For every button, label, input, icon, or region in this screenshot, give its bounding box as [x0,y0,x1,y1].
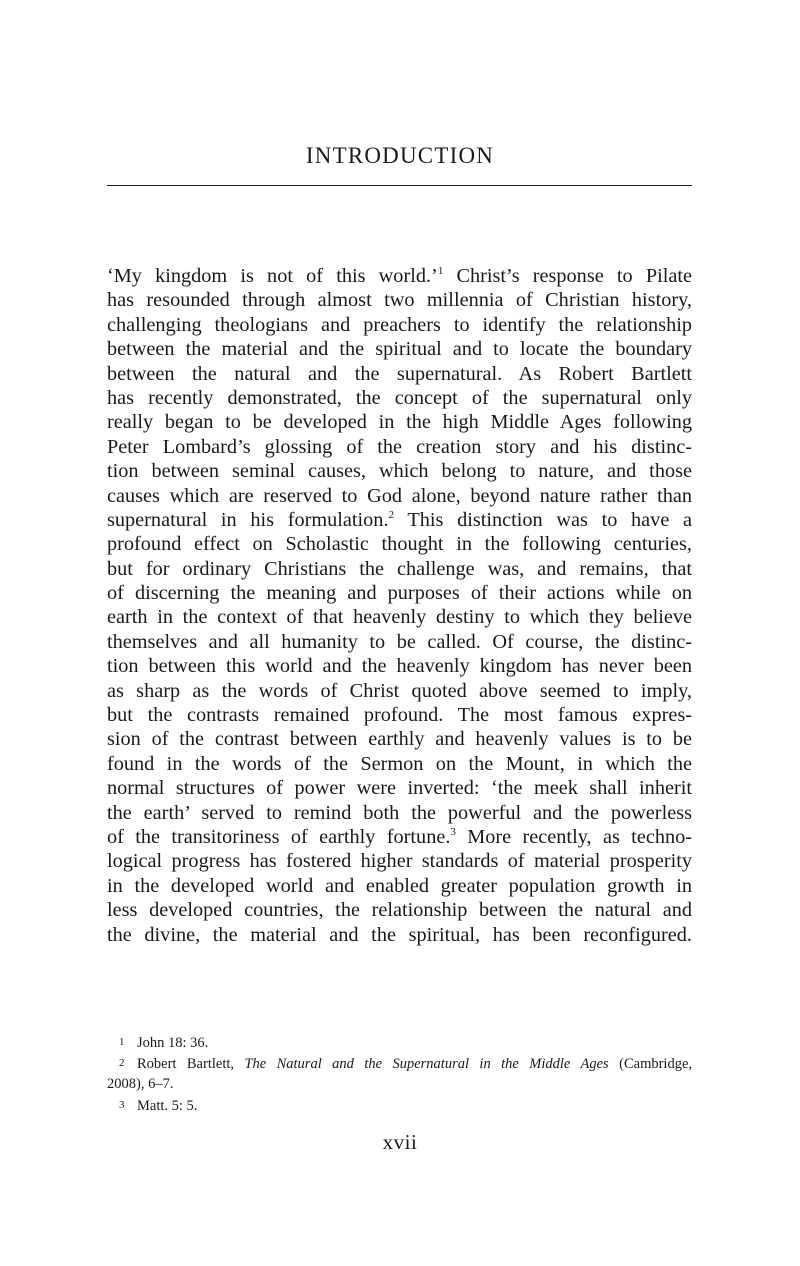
text-line [107,557,692,581]
text-line [107,581,692,605]
text-line [107,898,692,922]
footnote-1 [107,1032,692,1053]
text-run: tion between seminal causes, which belong to nature, and those [107,460,692,483]
footnote-number: 3 [119,1099,125,1111]
text-line [107,459,692,483]
text-run: sion of the contrast between earthly and heavenly values is to be [107,728,692,751]
text-line [107,484,692,508]
footnote-2-continued: 2008), 6–7. [107,1076,174,1092]
text-run: as sharp as the words of Christ quoted above seemed to imply, [107,679,692,702]
text-run: the earth’ served to remind both the powerful and the powerless [107,801,692,824]
footnote-number: 2 [119,1057,125,1069]
page-number: xvii [382,1130,418,1154]
text-line [107,337,692,361]
text-line [107,630,692,654]
text-line [107,923,692,947]
footnote-3 [107,1095,692,1116]
footnote-2 [107,1053,692,1074]
text-run: really began to be developed in the high Middle Ages following [107,411,692,434]
text-line [107,386,692,410]
text-run: found in the words of the Sermon on the Mount, in which the [107,752,692,775]
text-run: in the developed world and enabled greater population growth in [107,874,692,897]
text-run: earth in the context of that heavenly destiny to which they believe [107,606,692,629]
text-run: profound effect on Scholastic thought in the following centuries, [107,533,692,556]
text-run: supernatural in his formulation. [107,508,389,531]
text-run: logical progress has fostered higher standards of material prosperity [107,850,692,873]
text-run: of discerning the meaning and purposes of their actions while on [107,582,692,605]
text-line [107,508,692,532]
text-run: More recently, as techno- [455,825,692,848]
text-run: less developed countries, the relationship between the natural and [107,899,692,922]
text-line [107,679,692,703]
footnote-reference: 2 [388,508,395,521]
text-run: causes which are reserved to God alone, beyond nature rather than [107,484,692,507]
footnote-number: 1 [119,1036,125,1048]
footnotes [107,1032,692,1116]
chapter-title: INTRODUCTION [305,143,495,168]
text-line [107,874,692,898]
text-line [107,849,692,873]
text-line [107,703,692,727]
footnote-reference: 3 [450,825,456,838]
text-run: themselves and all humanity to be called. Of course, the distinc- [107,630,692,653]
text-run: but the contrasts remained profound. The most famous expres- [107,704,692,727]
text-line [107,313,692,337]
text-run: between the material and the spiritual and to locate the boundary [107,338,692,361]
text-run: tion between this world and the heavenly kingdom has never been [107,655,692,678]
text-run: Christ’s response to Pilate [443,265,693,287]
footnote-text: (Cambridge, [608,1056,693,1072]
text-run: has resounded through almost two millennia of Christian history, [107,289,692,312]
text-run: ‘My kingdom is not of this world.’ [107,265,438,287]
text-run: challenging theologians and preachers to identify the relationship [107,313,692,336]
text-line [107,288,692,312]
text-line [107,752,692,776]
text-line [107,264,692,288]
text-run: but for ordinary Christians the challenge was, and remains, that [107,557,692,580]
text-line [107,727,692,751]
footnote-reference: 1 [437,265,444,277]
text-line [107,362,692,386]
text-run: between the natural and the supernatural. As Robert Bartlett [107,362,692,385]
footnote-book-title: The Natural and the Supernatural in the Middle Ages [244,1056,609,1072]
body-paragraph [107,264,692,947]
footnote-text: Robert Bartlett, [137,1056,245,1072]
text-run: This distinction was to have a [394,508,692,531]
text-run: of the transitoriness of earthly fortune. [107,825,451,848]
text-line [107,435,692,459]
text-line [107,776,692,800]
text-run: normal structures of power were inverted: ‘the meek shall inherit [107,777,692,800]
text-line [107,532,692,556]
text-line [107,801,692,825]
text-line [107,654,692,678]
text-run: the divine, the material and the spiritual, has been reconfigured. [107,923,692,946]
text-run: has recently demonstrated, the concept of the supernatural only [107,386,692,409]
text-line [107,605,692,629]
footnote-text: Matt. 5: 5. [137,1098,198,1114]
footnote-text: John 18: 36. [137,1035,209,1051]
text-run: Peter Lombard’s glossing of the creation story and his distinc- [107,435,692,458]
title-rule [107,185,692,186]
text-line [107,410,692,434]
text-line [107,825,692,849]
